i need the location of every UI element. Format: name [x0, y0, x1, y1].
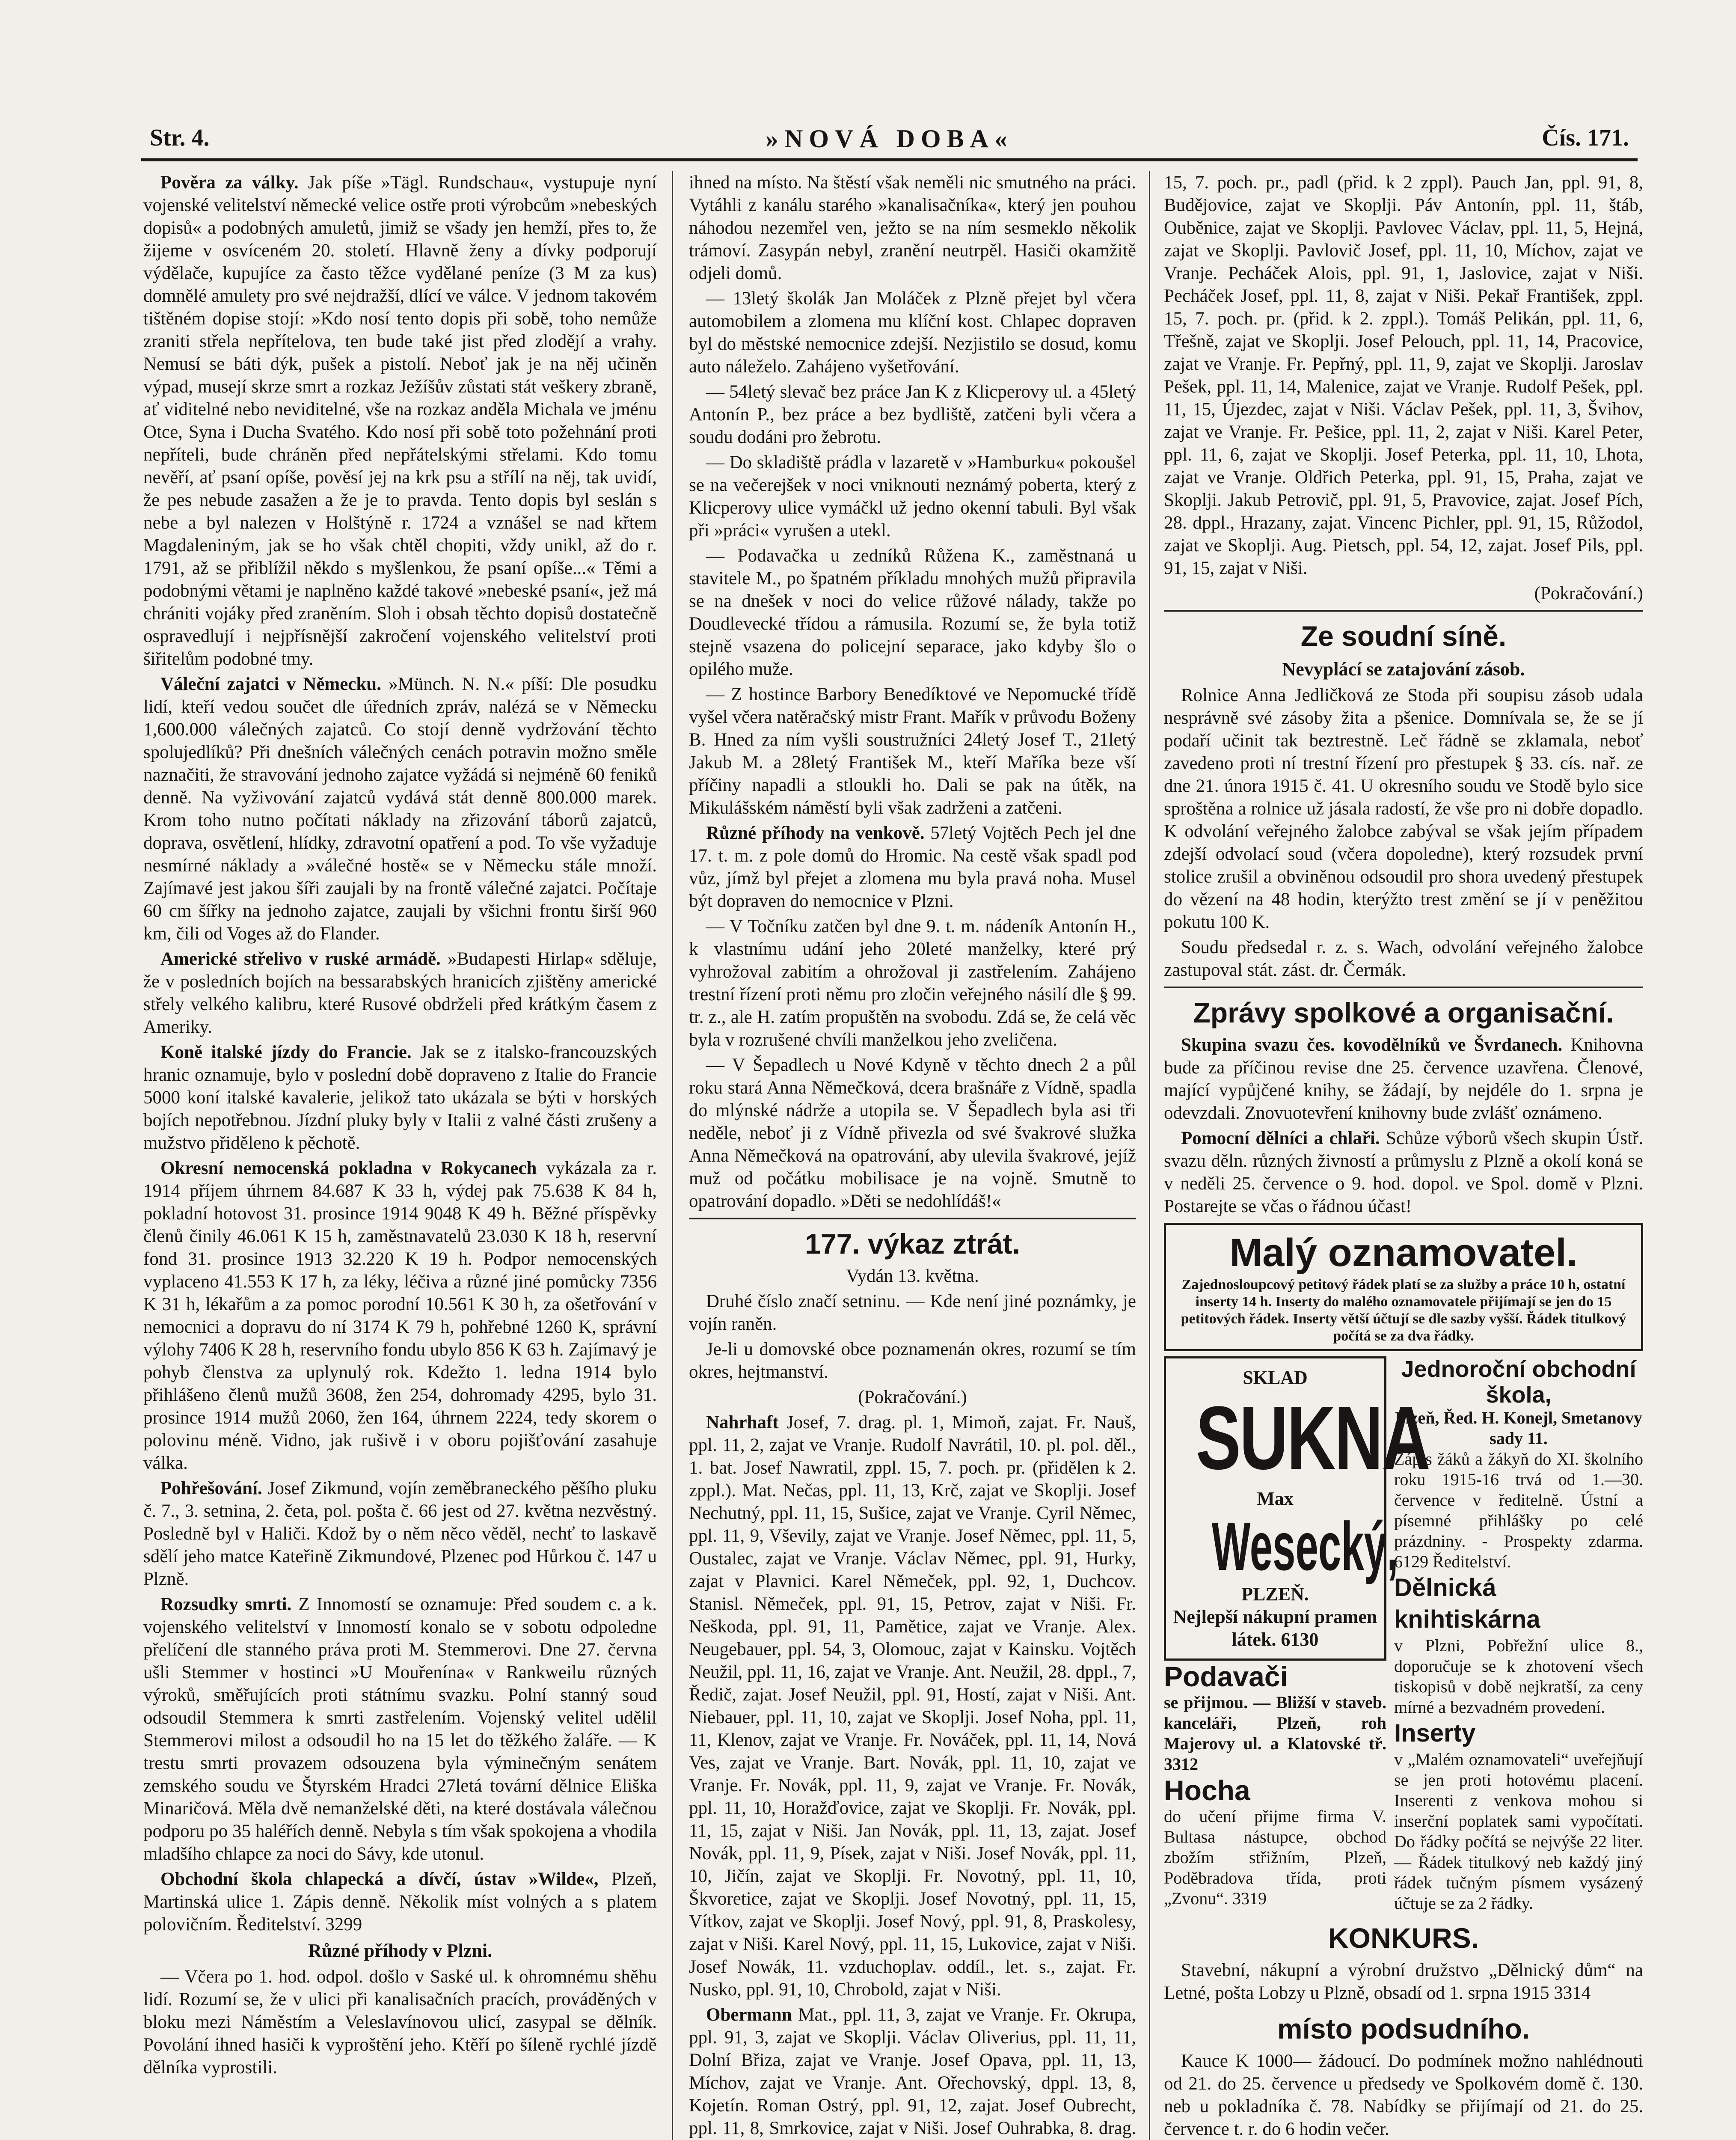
continued-note: (Pokračování.) — [858, 1387, 967, 1407]
article-heading: Pověra za války. — [160, 172, 299, 193]
ad-text: Plzeň, Řed. H. Konejl, Smetanovy sady 11. — [1395, 1408, 1642, 1448]
article — [143, 673, 657, 945]
article-text: — Včera po 1. hod. odpol. došlo v Saské ul. k ohromnému shěhu lidí. Rozumí se, že v ulici při kanalisačních pracích, prováděných v bloku mezi Náměstím a Veleslavínovou ulicí, zasypal se dělník. Povolání ihned hasiči k vyproštění jeho. Ktěří po šíleně rychlé jízdě dělníka vyprostili. — [143, 1967, 657, 2078]
page-number: Str. 4. — [150, 125, 210, 151]
article-text: Jak se z italsko-francouzských hranic oznamuje, bylo v poslední době dopraveno z Italie do Francie 5000 koní italské kavalerie, jelikož tato ukázala se býti v horských bojích nepotřebnou. Jízdní pluky byly v Italii z valné části zrušeny a mužstvo přiděleno k pěchotě. — [143, 1042, 657, 1153]
article-text: »Münch. N. N.« píší: Dle posudku lidí, kteří vedou součet dle úředních zpráv, nalézá se v Německu 1,600.000 válečných zajatců. Co stojí denně vydržování těchto spolujedlíků? Při dnešních válečných cenách potravin možno směle naznačiti, že stravování jednoho zajatce vyžádá si nejméně 60 feniků denně. Na vyživování zajatců vydává stát denně 800.000 marek. Krom toho nutno počítati náklady na zřizování táborů zajatců, doprava, osvětlení, hlídky, zdravotní opatření a pod. To vše vyžaduje nesmírné náklady a »válečné hostě« se v Německu stále množí. Zajímavé jest jakou šíři zaujali by na frontě válečné zajatci. Počítaje 60 cm šířky na jednoho zajatce, zaujali by všichni frontu širší 960 km, čili od Voges až do Flander. — [143, 674, 657, 944]
article-text: Jak píše »Tägl. Rundschau«, vystupuje nyní vojenské velitelství německé velice ostře proti výrobcům »nebeských dopisů« a podobných amuletů, jimiž se všady jen hemží, přes to, že žijeme v osvíceném 20. století. Hlavně ženy a dívky podporují výdělače, kupujíce za často těžce vydělané peníze (3 M za kus) domnělé amulety pro své nejdražší, dlící ve válce. V jednom takovém tištěném dopise stojí: »Kdo nosí tento dopis při sobě, toho nemůže zraniti střela nepřítelova, ten bude také jist před zlodějí a vrahy. Nemusí se báti dýk, pušek a pistolí. Neboť jak je na něj učiněn výpad, musejí skrze smrt a rozkaz Ježíšův zůstati stát veškery zbraně, ať viditelné nebo neviditelné, vše na rozkaz anděla Michala ve jménu Otce, Syna i Ducha Svatého. Kdo nosí při sobě toto požehnání proti nepříteli, bude chráněn před nepřátelskými střelami. Kdo tomu nevěří, ať psaní opíše, pověsí jej na krk psu a střílí na něj, tak uvidí, že pes nebude zasažen a že je to pravda. Tento dopis byl seslán s nebe a byl nalezen v Holštýně r. 1724 a vznášel se nad křtem Magdaleniným, jak se ho však chtěl chopiti, vždy unikl, až do r. 1791, až se přiblížil někdo s myšlenkou, že psaní opíše...« Těmi a podobnými větami je naplněno každé takové »nebeské psaní«, jež má chrániti vojáky před zraněním. Sloh i obsah těchto dopisů dostatečně ospravedlují i nejpřísnější zakročení vojenského velitelství proti šiřitelům podobné tmy. — [143, 172, 657, 669]
ad-text: do učení přijme firma V. Bultasa nástupce, obchod zbožím střižním, Plzeň, Poděbradova třída, proti „Zvonu“. 3319 — [1164, 1807, 1386, 1908]
article-text: »Budapesti Hirlap« sděluje, že v posledních bojích na bessarabských hranicích zjištěny americké střely velkého kalibru, které Rusové obdrželi před krátkým časem z Ameriky. — [143, 949, 657, 1037]
article-text: — V Točníku zatčen byl dne 9. t. m. nádeník Antonín H., k vlastnímu udání jeho 20leté manželky, které prý vyhrožoval zabitím a ohrožoval ji zastřelením. Zahájeno trestní řízení proti němu pro zločin veřejného násilí dle § 99. tr. z., ale H. zatím propuštěn na svobodu. Zdá se, že celá věc byla v rozrušené chvíli manželkou jeho zveličena. — [689, 916, 1136, 1050]
column-rule — [672, 171, 673, 2140]
article-text: — Z hostince Barbory Benedíktové ve Nepomucké třídě vyšel včera natěračský mistr Frant. Mařík v průvodu Boženy B. Hned za ním vyšli soustružníci 24letý Josef T., 21letý Jakub M. a 28letý František M., kteří Maříka beze vší příčiny napadli a stloukli ho. Dali se pak na útěk, na Mikulášském náměstí byli však zadrženi a zatčeni. — [689, 684, 1136, 818]
masthead-title: »NOVÁ DOBA« — [765, 125, 1013, 153]
article-text: Z Innomostí se oznamuje: Před soudem c. a k. vojenského velitelství v Innomostí konalo se v sobotu odpoledne přelíčení dle stanného práva proti M. Stemmerovi. Dne 27. června ušli Stemmer v hostinci »U Mouřenína« v Rankweilu různých výroků, směřujících proti státnímu svazku. Polní stanný soud odsoudil Stemmera k smrti zastřelením. Vojenský velitel udělil Stemmerovi milost a odsoudil ho na 15 let do těžkého žaláře. — K trestu smrti provazem odsouzena byla výminečným senátem zemského soudu ve Štyrském Hradci 27letá tovární dělnice Eliška Minaričová. Měla dvě nemanželské děti, na které dostávala válečnou podporu po 35 haléřích denně. Nebyla s tím však spokojena a vhodila mladšího chlapce za noci do Sávy, kde utonul. — [143, 1594, 657, 1864]
ad-text: Nejlepší nákupní pramen látek. 6130 — [1173, 1606, 1377, 1650]
article-text: Plzeň, Martinská ulice 1. Zápis denně. Několik míst volných a s platem polovičním. Ředitelství. 3299 — [143, 1869, 657, 1935]
article — [689, 822, 1136, 912]
ad-title: Inserty — [1394, 1719, 1476, 1747]
divider — [689, 1218, 1136, 1219]
list-heading: Obermann — [706, 2005, 792, 2025]
article — [143, 1868, 657, 1936]
list-heading: Nahrhaft — [706, 1412, 779, 1433]
ad-title: KONKURS. — [1328, 1922, 1479, 1954]
article-heading: Skupina svazu čes. kovodělníků ve Švrdanech. — [1181, 1035, 1563, 1055]
article-text: Schůze výborů všech skupin Ústř. svazu děln. různých živností a průmyslu z Plzně a okolí koná se v neděli 25. července o 9. hod. dopol. ve Spol. domě v Plzni. Postarejte se včas o řádnou účast! — [1164, 1128, 1643, 1216]
ad-title: Dělnická knihtiskárna — [1394, 1574, 1540, 1633]
article-text: — V Šepadlech u Nové Kdyně v těchto dnech 2 a půl roku stará Anna Němečková, dcera brašnáře z Vídně, spadla do mlýnské nádrže a utopila se. V Šepadlech byla asi tři neděle, neboť ji z Vídně přivezla od své švakrové služka Anna Němečková na opatrování, aby ulevila švakrové, jejíž muž od počátku mobilisace je na vojně. Smutně to opatrování dopadlo. »Děti se nedohlídáš!« — [689, 1055, 1136, 1211]
ad-text: SKLAD — [1243, 1367, 1308, 1388]
article-text: Soudu předsedal r. z. s. Wach, odvolání veřejného žalobce zastupoval stát. zást. dr. Čermák. — [1164, 937, 1643, 980]
column-2 — [689, 171, 1136, 2140]
ads-right — [1394, 1356, 1643, 1914]
divider — [1164, 610, 1643, 612]
article-heading: Rozsudky smrti. — [160, 1594, 292, 1614]
section-heading: Různé příhody v Plzni. — [308, 1940, 493, 1961]
article — [143, 1477, 657, 1590]
column-3 — [1164, 171, 1643, 2140]
classifieds-rates: Zajednosloupcový petitový řádek platí se za služby a práce 10 h, ostatní inserty 14 h. Inserty do malého oznamovatele přijímají se jen do 15 petitových řádek. Inserty větší účtují se dle sazby vyšší. Řádek titulkový počítá se za dva řádky. — [1181, 1277, 1626, 1344]
ad-text: Kauce K 1000— žádoucí. Do podmínek možno nahlédnouti od 21. do 25. července u předsedy ve Spolkovém domě č. 130. neb u pokladníka č. 78. Nabídky se přijímají od 21. do 25. července t. r. do 6 hodin večer. — [1164, 2051, 1643, 2139]
article-text: — 54letý slevač bez práce Jan K z Klicperovy ul. a 45letý Antonín P., bez práce a bez bydliště, zatčeni byli včera a soudu dodáni pro žebrotu. — [689, 382, 1136, 447]
article-text: Rolnice Anna Jedličková ze Stoda při soupisu zásob udala nesprávně své zásoby žita a pšenice. Domnívala se, že se jí podaří učinit tak beztrestně. Leč řádně se zklamala, neboť zavedeno proti ní trestní řízení pro přestupek § 33. cís. nař. ze dne 21. února 1915 č. 41. U okresního soudu ve Stodě bylo sice sproštěna a rolnice už jásala radostí, že vše pro ni dobře dopadlo. K odvolání veřejného žalobce zabýval se však jejím případem zdejší odvolací soud (včera dopoledne), který rozsudek první stolice zrušil a obviněnou odsoudil pro shora uvedený přestupek do vězení na 48 hodin, kterýžto trest změní se jí v peněžitou pokutu 100 K. — [1164, 685, 1643, 932]
section-heading: 177. výkaz ztrát. — [805, 1228, 1020, 1260]
subheading: Nevyplácí se zatajování zásob. — [1282, 659, 1525, 680]
divider — [1164, 987, 1643, 988]
ad-text: se přijmou. — Bližší v staveb. kanceláři, Plzeň, roh Majerovy ul. a Klatovské tř. 3312 — [1164, 1693, 1386, 1774]
ad-text: PLZEŇ. — [1241, 1584, 1309, 1605]
article-heading: Různé příhody na venkově. — [706, 823, 925, 843]
article — [143, 948, 657, 1038]
issued-date: Vydán 13. května. — [846, 1266, 979, 1286]
classifieds-header — [1164, 1223, 1643, 1351]
ad-title: SUKNA — [1196, 1388, 1429, 1488]
article-text: 57letý Vojtěch Pech jel dne 17. t. m. z pole domů do Hromic. Na cestě však spadl pod vůz, jímž byl přejet a zlomena mu byla pravá noha. Musel být dopraven do nemocnice v Plzni. — [689, 823, 1136, 911]
note: Druhé číslo značí setninu. — Kde není jiné poznámky, je vojín raněn. — [689, 1291, 1136, 1334]
column-1 — [143, 171, 657, 2140]
article — [143, 1157, 657, 1474]
ad-title: místo podsudního. — [1277, 2013, 1530, 2045]
article-heading: Americké střelivo v ruské armádě. — [160, 949, 441, 969]
ad-title: Hocha — [1164, 1774, 1250, 1806]
issue-number: Čís. 171. — [1542, 125, 1629, 151]
article-heading: Okresní nemocenská pokladna v Rokycanech — [160, 1158, 537, 1178]
article-text: vykázala za r. 1914 příjem úhrnem 84.687 K 33 h, výdej pak 75.638 K 84 h, pokladní hotovost 31. prosince 1914 9048 K 49 h. Běžné příspěvky členů činily 46.061 K 15 h, zaměstnavatelů 23.030 K 18 h, reservní fond 31. prosince 1913 32.220 K 19 h. Podpor nemocenských vyplaceno 41.553 K 17 h, za léky, léčiva a různé jiné pomůcky 7356 K 31 h, lékařům a za pomoc porodní 10.561 K 30 h, za ošetřování v nemocnici a dopravu do ní 3174 K 79 h, pohřebné 1260 K, správní výlohy 7406 K 28 h, reservního fondu ubylo 856 K 63 h. Zajímavý je pohyb členstva za uplynulý rok. Kdežto 1. ledna 1914 bylo přihlášeno členů mužů 3608, žen 254, dohromady 4295, bylo 31. prosince 1914 mužů 2060, žen 164, úhrnem 2224, tedy skorem o polovinu méně. Vidno, jak rušivě i v oboru pojišťování zasahuje válka. — [143, 1158, 657, 1473]
page-header — [141, 124, 1638, 161]
article-heading: Pohřešování. — [160, 1478, 262, 1498]
article-heading: Váleční zajatci v Německu. — [160, 674, 381, 694]
ad-text: Zápis žáků a žákyň do XI. školního roku 1915-16 trvá od 1.—30. července v ředitelně. Ústní a písemné přihlášky po celé prázdniny. - Prospekty zdarma. 6129 Ředitelství. — [1394, 1449, 1643, 1571]
ad-text: Max — [1257, 1488, 1294, 1509]
casualty-list — [689, 1411, 1136, 2001]
continued-note: (Pokračování.) — [1534, 583, 1643, 603]
article — [1164, 1127, 1643, 1218]
article — [143, 171, 657, 670]
section-heading: Zprávy spolkové a organisační. — [1193, 997, 1614, 1028]
ad-text: Stavební, nákupní a výrobní družstvo „Dělnický dům“ na Letné, pošta Lobzy u Plzně, obsadí od 1. srpna 1915 3314 — [1164, 1960, 1643, 2003]
casualty-list — [689, 2003, 1136, 2140]
article — [1164, 1034, 1643, 1124]
article-text: ihned na místo. Na štěstí však neměli nic smutného na práci. Vytáhli z kanálu starého »kanalisačníka«, který jen pouhou náhodou nezemřel ven, ježto se na ním sesmeklo několik trámoví. Zasypán nebyl, zranění neutrpěl. Hasiči okamžitě odjeli domů. — [689, 172, 1136, 283]
ad-text: v „Malém oznamovateli“ uveřejňují se jen proti hotovému placení. Inserenti z venkova mohou si inserční poplatek sami vypočítati. Do řádky počítá se nejvýše 22 liter. — Řádek titulkový neb každý jiný řádek tučným písmem vysázený účtuje se za 2 řádky. — [1394, 1750, 1643, 1913]
ads-left — [1164, 1356, 1429, 1914]
article-text: Josef Zikmund, vojín zeměbraneckého pěšího pluku č. 7., 3. setnina, 2. četa, pol. pošta č. 66 jest od 27. května nezvěstný. Posledně byl v Haliči. Kdož by o něm něco věděl, nechť to laskavě sdělí jeho matce Kateřině Zikmundové, Plzenec pod Hůrkou č. 147 u Plzně. — [143, 1478, 657, 1589]
article-text: — 13letý školák Jan Moláček z Plzně přejet byl včera automobilem a zlomena mu klíční kost. Chlapec dopraven byl do městské nemocnice zdejší. Nezjistilo se dosud, komu auto náleželo. Zahájeno vyšetřování. — [689, 288, 1136, 377]
article-text: — Do skladiště prádla v lazaretě v »Hamburku« pokoušel se na večerejšek v noci vniknouti neznámý poberta, který z Klicperovy ulice vymáčkl už jedno okenní tabuli. Byl však při »práci« vyrušen a utekl. — [689, 452, 1136, 541]
list-text: Mat., ppl. 11, 3, zajat ve Vranje. Fr. Okrupa, ppl. 91, 3, zajat ve Skoplji. Václav Oliverius, ppl. 11, 11, Dolní Břiza, zajat ve Vranje. Josef Opava, ppl. 11, 13, Míchov, zajat ve Vranje. Ant. Ořechovský, dppl. 13, 8, Kojetín. Roman Ostrý, ppl. 91, 12, zajat. Josef Oubrecht, ppl. 11, 8, Smrkovice, zajat v Niši. Josef Ouhrabka, 8. drag. — [689, 2005, 1136, 2138]
ads-area — [1164, 1356, 1643, 1914]
ad-title: Jednoroční obchodní škola, — [1401, 1356, 1636, 1408]
classifieds-title: Malý oznamovatel. — [1229, 1231, 1578, 1275]
column-rule — [1149, 171, 1150, 2140]
list-text: Josef, 7. drag. pl. 1, Mimoň, zajat. Fr. Nauš, ppl. 11, 2, zajat ve Vranje. Rudolf Navrátil, 10. pl. pol. děl., 1. bat. Josef Nawratil, zppl. 15, 7. poch. pr. (přidělen k 2. zppl.). Mat. Nečas, ppl. 11, 13, Krč, zajat ve Skoplji. Josef Nechutný, ppl. 11, 15, Sušice, zajat ve Vranje. Cyril Němec, ppl. 11, 9, Vševily, zajat ve Vranje. Josef Němec, ppl. 11, 5, Oustalec, zajat ve Vranje. Václav Němec, ppl. 91, Hurky, zajat v Plavnici. Karel Němeček, ppl. 92, 1, Duchcov. Stanisl. Němeček, ppl. 91, 15, Petrov, zajat v Niši. Fr. Neškoda, ppl. 91, 11, Pamětice, zajat ve Vranje. Alex. Neugebauer, ppl. 54, 3, Olomouc, zajat v Kainsku. Vojtěch Neužil, ppl. 11, 16, zajat ve Vranje. Ant. Neužil, 28. dppl., 7, Ředič, zajat. Josef Neužil, ppl. 91, Hostí, zajat v Niši. Ant. Niebauer, ppl. 11, 10, zajat ve Skoplji. Josef Noha, ppl. 11, 11, Klenov, zajat ve Vranje. Fr. Nováček, ppl. 11, 14, Nová Ves, zajat ve Vranje. Bart. Novák, ppl. 11, 10, zajat ve Vranje. Fr. Novák, ppl. 11, 9, zajat ve Vranje. Fr. Novák, ppl. 11, 10, Horažďovice, zajat ve Skoplji. Fr. Novák, ppl. 11, 15, zajat v Niši. Jan Novák, ppl. 11, 13, zajat. Josef Novák, ppl. 11, 9, Písek, zajat v Niši. Josef Novák, ppl. 11, 10, Jičín, zajat ve Skoplji. Fr. Novotný, ppl. 11, 10, Škvoretice, zajat ve Skoplji. Josef Novotný, ppl. 11, 15, Vítkov, zajat ve Skoplji. Josef Nový, ppl. 91, 8, Praskolesy, zajat v Niši. Karel Nový, ppl. 11, 15, Lukovice, zajat v Niši. Josef Nowák, 11. vzduchoplav. oddíl., let. s., zajat. Fr. Nusko, ppl. 91, 10, Chrobold, zajat v Niši. — [689, 1412, 1136, 2000]
article-heading: Obchodní škola chlapecká a dívčí, ústav »Wilde«, — [160, 1869, 599, 1889]
article-text: — Podavačka u zedníků Růžena K., zaměstnaná u stavitele M., po špatném příkladu mnohých mužů připravila se na dnešek v noci do velice růžové nálady, takže po Doudlevecké třídou a rámusila. Rozumí se, že byla totiž stejně vsazena do policejní separace, jako kdyby šlo o opilého muže. — [689, 546, 1136, 679]
ad-text: v Plzni, Pobřežní ulice 8., doporučuje se k zhotovení všech tiskopisů v době nejkratší, za ceny mírné a bezvadném provedení. — [1394, 1636, 1643, 1717]
ad-sukna — [1164, 1356, 1429, 1661]
article — [143, 1041, 657, 1154]
article-heading: Pomocní dělníci a chlaři. — [1181, 1128, 1380, 1148]
article-text: Knihovna bude za příčinou revise dne 25. července uzavřena. Členové, mající vypůjčené knihy, se žádají, by nejdéle do 1. srpna je odevzdali. Znovuotevření knihovny bude zvlášť oznámeno. — [1164, 1035, 1643, 1123]
note: Je-li u domovské obce poznamenán okres, rozumí se tím okres, hejtmanství. — [689, 1339, 1136, 1382]
casualty-list: 15, 7. poch. pr., padl (přid. k 2 zppl). Pauch Jan, ppl. 91, 8, Budějovice, zajat ve Skoplji. Páv Antonín, ppl. 11, štáb, Ouběnice, zajat ve Skoplji. Pavlovec Václav, ppl. 11, 5, Hejná, zajat ve Skoplji. Pavlovič Josef, ppl. 11, 10, Míchov, zajat ve Vranje. Pecháček Alois, ppl. 91, 1, Jaslovice, zajat v Niši. Pecháček Josef, ppl. 11, 8, zajat v Niši. Pekař František, zppl. 15, 7. poch. pr. (přid. k 2. zppl.). Tomáš Pelikán, ppl. 11, 6, Třešně, zajat ve Skoplji. Josef Pelouch, ppl. 11, 14, Pracovice, zajat ve Vranje. Fr. Pepřný, ppl. 11, 9, zajat ve Skoplji. Jaroslav Pešek, ppl. 11, 14, Malenice, zajat ve Vranje. Rudolf Pešek, ppl. 11, 15, Újezdec, zajat v Niši. Václav Pešek, ppl. 11, 3, Švihov, zajat ve Vranje. Fr. Pešice, ppl. 11, 2, zajat v Niši. Karel Peter, ppl. 11, 6, zajat ve Skoplji. Josef Peterka, ppl. 11, 10, Lhota, zajat ve Vranje. Oldřich Peterka, ppl. 91, 15, Praha, zajat ve Skoplji. Jakub Petrovič, ppl. 91, 5, Pravovice, zajat. Josef Pích, 28. dppl., Hrazany, zajat. Vincenc Pichler, ppl. 91, 15, Růžodol, zajat ve Skoplji. Aug. Pietsch, ppl. 54, 12, zajat. Josef Pils, ppl. 91, 15, zajat v Niši. — [1164, 172, 1643, 578]
article — [143, 1593, 657, 1865]
ad-title: Podavači — [1164, 1661, 1288, 1692]
article-heading: Koně italské jízdy do Francie. — [160, 1042, 412, 1062]
section-heading: Ze soudní síně. — [1300, 620, 1507, 652]
ad-title: Wesecký, — [1211, 1508, 1398, 1584]
